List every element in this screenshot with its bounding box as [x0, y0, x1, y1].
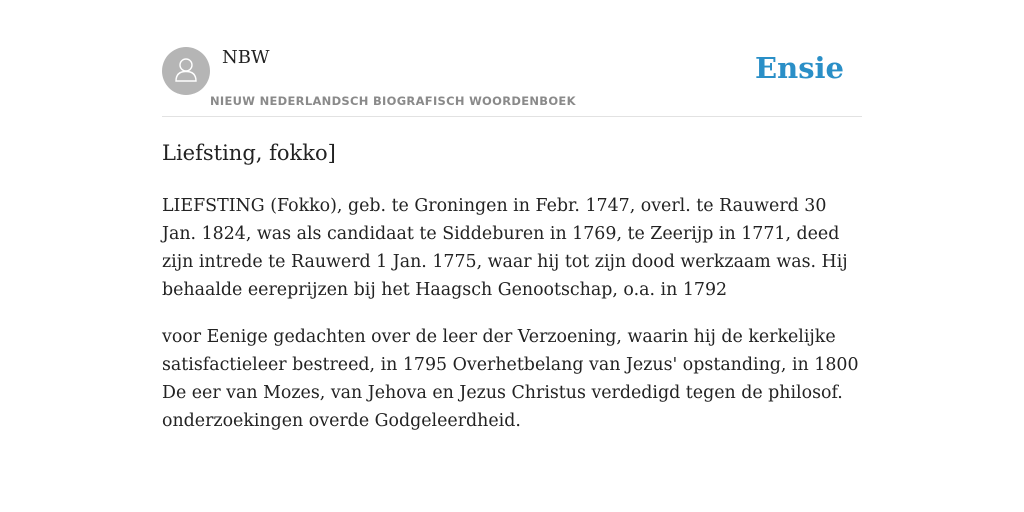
source-full-name: NIEUW NEDERLANDSCH BIOGRAFISCH WOORDENBOEK	[210, 94, 576, 108]
source-name[interactable]: NBW	[222, 47, 270, 68]
avatar[interactable]	[162, 47, 210, 95]
entry-paragraph: LIEFSTING (Fokko), geb. te Groningen in Febr. 1747, overl. te Rauwerd 30 Jan. 1824, was als candidaat te Siddeburen in 1769, te Zeerijp in 1771, deed zijn intrede te Rauwerd 1 Jan. 1775, waar hij tot zijn dood werkzaam was. Hij behaalde eereprijzen bij het Haagsch Genootschap, o.a. in 1792	[162, 196, 848, 300]
user-icon	[171, 54, 201, 89]
source-header	[162, 46, 862, 117]
ensie-logo[interactable]: Ensie	[755, 51, 844, 85]
entry-paragraph: voor Eenige gedachten over de leer der Verzoening, waarin hij de kerkelijke satisfactieleer bestreed, in 1795 Overhetbelang van Jezus' opstanding, in 1800 De eer van Mozes, van Jehova en Jezus Christus verdedigd tegen de philosof. onderzoekingen overde Godgeleerdheid.	[162, 327, 859, 431]
entry-title: Liefsting, fokko]	[162, 141, 336, 165]
